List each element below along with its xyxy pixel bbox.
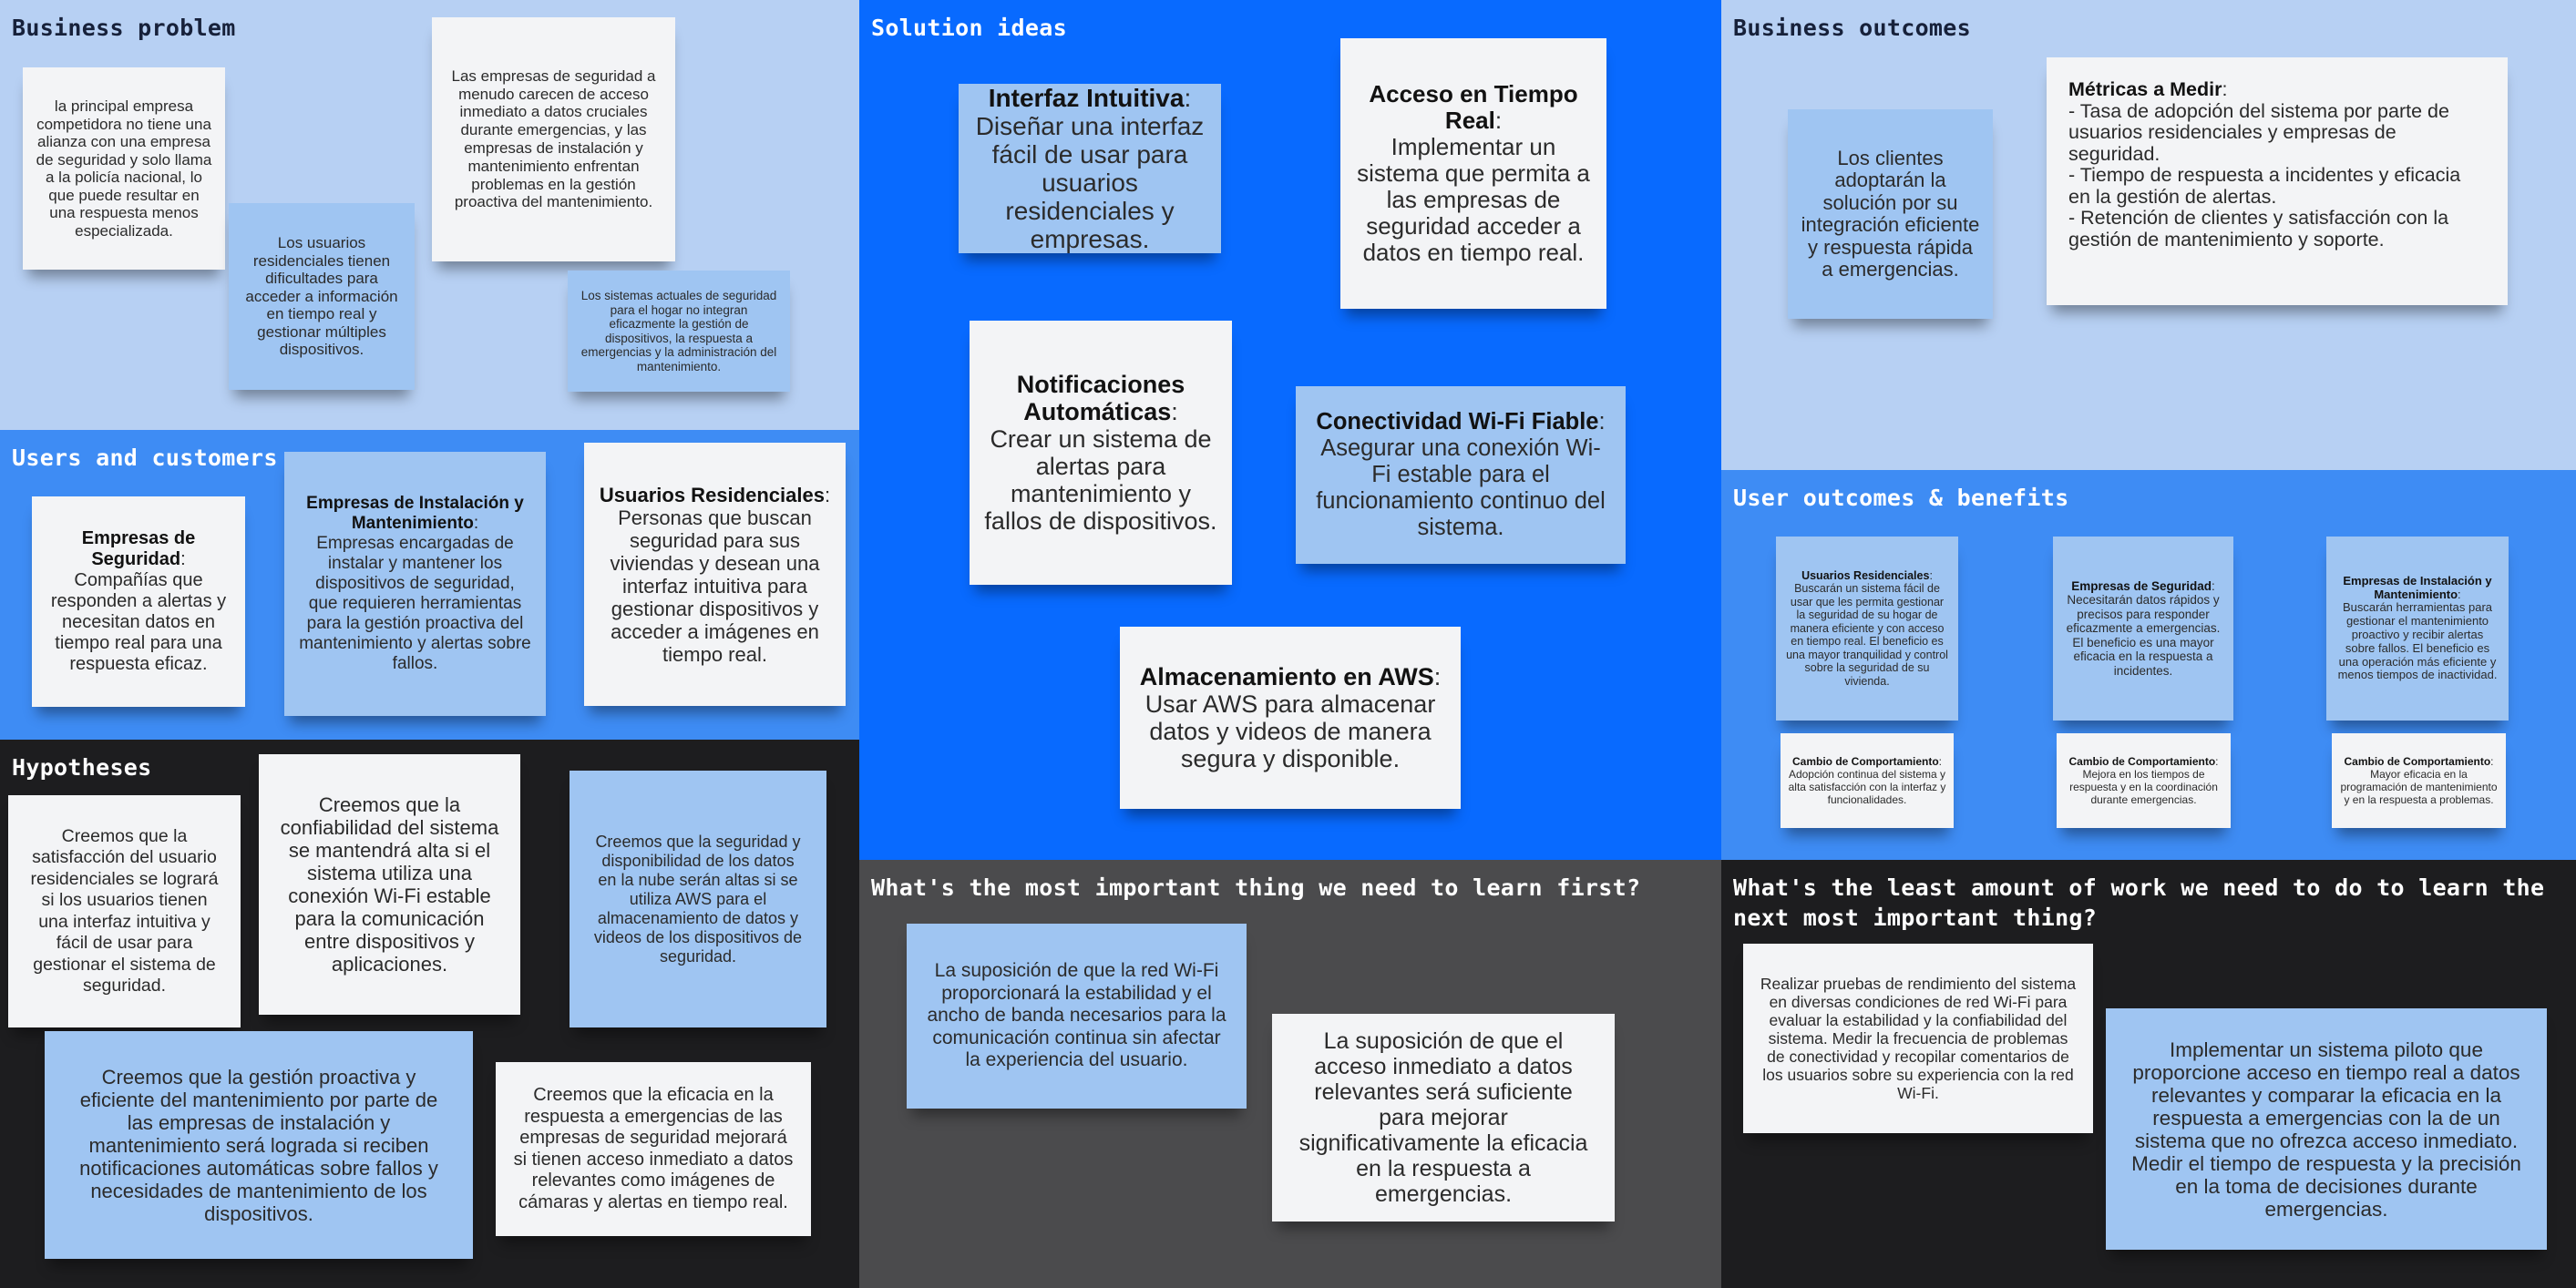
sticky-note[interactable]: Creemos que la confiabilidad del sistema se mantendrá alta si el sistema utiliza una conexión Wi-Fi estable para la comunicación entre dispositivos y aplicaciones. (259, 754, 520, 1015)
business-outcomes-section (1721, 0, 2576, 470)
sticky-note[interactable]: Usuarios Residenciales: Buscarán un sistema fácil de usar que les permita gestionar la seguridad de su hogar de manera eficiente y con acceso en tiempo real. El beneficio es una mayor tranquilidad y control sobre la seguridad de su vivienda. (1776, 537, 1958, 721)
section-title: What's the most important thing we need to learn first? (871, 874, 1641, 901)
sticky-note[interactable]: Los usuarios residenciales tienen dificultades para acceder a información en tiempo real y gestionar múltiples dispositivos. (229, 203, 415, 390)
least-work-section (1721, 860, 2576, 1288)
sticky-note[interactable]: Empresas de Seguridad: Compañías que responden a alertas y necesitan datos en tiempo real para una respuesta eficaz. (32, 496, 245, 707)
sticky-note[interactable]: Métricas a Medir: - Tasa de adopción del sistema por parte de usuarios residenciales y empresas de seguridad. - Tiempo de respuesta a incidentes y eficacia en la gestión de alertas. - Retención de clientes y satisfacción con la gestión de mantenimiento y soporte. (2047, 57, 2508, 305)
sticky-note[interactable]: Empresas de Instalación y Mantenimiento: Empresas encargadas de instalar y mantener los dispositivos de seguridad, que requieren herramientas para la gestión proactiva del mantenimiento y alertas sobre fallos. (284, 452, 546, 716)
sticky-note[interactable]: Acceso en Tiempo Real: Implementar un sistema que permita a las empresas de seguridad acceder a datos en tiempo real. (1340, 38, 1606, 309)
sticky-note[interactable]: Los clientes adoptarán la solución por su integración eficiente y respuesta rápida a emergencias. (1788, 109, 1993, 319)
section-title: Business outcomes (1733, 15, 1971, 41)
sticky-note[interactable]: Creemos que la eficacia en la respuesta a emergencias de las empresas de seguridad mejorará si tienen acceso inmediato a datos relevantes como imágenes de cámaras y alertas en tiempo real. (496, 1062, 811, 1236)
sticky-note[interactable]: Las empresas de seguridad a menudo carecen de acceso inmediato a datos cruciales durante emergencias, y las empresas de instalación y mantenimiento enfrentan problemas en la gestión proactiva del mantenimiento. (432, 17, 675, 261)
sticky-note[interactable]: la principal empresa competidora no tiene una alianza con una empresa de seguridad y solo llama a la policía nacional, lo que puede resultar en una respuesta menos especializada. (23, 67, 225, 270)
sticky-note[interactable]: Creemos que la satisfacción del usuario residenciales se logrará si los usuarios tienen una interfaz intuitiva y fácil de usar para gestionar el sistema de seguridad. (8, 795, 241, 1027)
section-title: What's the least amount of work we need to do to learn the next most important thing? (1733, 874, 2545, 931)
section-title: Solution ideas (871, 15, 1067, 41)
sticky-note[interactable]: Almacenamiento en AWS: Usar AWS para almacenar datos y videos de manera segura y disponible. (1120, 627, 1461, 809)
sticky-note[interactable]: Implementar un sistema piloto que proporcione acceso en tiempo real a datos relevantes y comparar la eficacia en la respuesta a emergencias con la de un sistema que no ofrezca acceso inmediato. Medir el tiempo de respuesta y la precisión en la toma de decisiones durante emergencias. (2106, 1008, 2547, 1250)
sticky-note[interactable]: Empresas de Instalación y Mantenimiento: Buscarán herramientas para gestionar el mantenimiento proactivo y recibir alertas sobre fallos. El beneficio es una operación más eficiente y menos tiempos de inactividad. (2326, 537, 2509, 721)
sticky-note[interactable]: Interfaz Intuitiva: Diseñar una interfaz fácil de usar para usuarios residenciales y empresas. (959, 84, 1221, 253)
business-problem-section (0, 0, 859, 430)
learn-first-section (859, 860, 1721, 1288)
hypotheses-section (0, 740, 859, 1288)
sticky-note[interactable]: La suposición de que la red Wi-Fi proporcionará la estabilidad y el ancho de banda necesarios para la comunicación continua sin afectar la experiencia del usuario. (907, 924, 1247, 1109)
sticky-note[interactable]: La suposición de que el acceso inmediato a datos relevantes será suficiente para mejorar significativamente la eficacia en la respuesta a emergencias. (1272, 1014, 1615, 1222)
section-title: Hypotheses (12, 754, 152, 781)
sticky-note[interactable]: Notificaciones Automáticas: Crear un sistema de alertas para mantenimiento y fallos de dispositivos. (970, 321, 1232, 585)
sticky-note[interactable]: Conectividad Wi-Fi Fiable: Asegurar una conexión Wi-Fi estable para el funcionamiento continuo del sistema. (1296, 386, 1626, 564)
section-title: Business problem (12, 15, 236, 41)
sticky-note[interactable]: Creemos que la seguridad y disponibilidad de los datos en la nube serán altas si se utiliza AWS para el almacenamiento de datos y videos de los dispositivos de seguridad. (570, 771, 826, 1027)
user-outcomes-section (1721, 470, 2576, 860)
sticky-note[interactable]: Empresas de Seguridad: Necesitarán datos rápidos y precisos para responder eficazmente a emergencias. El beneficio es una mayor eficacia en la respuesta a incidentes. (2053, 537, 2233, 721)
sticky-note[interactable]: Cambio de Comportamiento: Mejora en los tiempos de respuesta y en la coordinación durante emergencias. (2057, 733, 2231, 828)
sticky-note[interactable]: Realizar pruebas de rendimiento del sistema en diversas condiciones de red Wi-Fi para evaluar la estabilidad y la confiabilidad del sistema. Medir la frecuencia de problemas de conectividad y recopilar comentarios de los usuarios sobre su experiencia con la red Wi-Fi. (1743, 944, 2093, 1133)
sticky-note[interactable]: Creemos que la gestión proactiva y eficiente del mantenimiento por parte de las empresas de instalación y mantenimiento será lograda si reciben notificaciones automáticas sobre fallos y necesidades de mantenimiento de los dispositivos. (45, 1031, 473, 1259)
section-title: Users and customers (12, 445, 278, 471)
sticky-note[interactable]: Cambio de Comportamiento: Mayor eficacia en la programación de mantenimiento y en la respuesta a problemas. (2332, 733, 2506, 828)
users-customers-section (0, 430, 859, 740)
sticky-note[interactable]: Los sistemas actuales de seguridad para el hogar no integran eficazmente la gestión de dispositivos, la respuesta a emergencias y la administración del mantenimiento. (568, 271, 790, 392)
solution-ideas-section (859, 0, 1721, 860)
sticky-note[interactable]: Cambio de Comportamiento: Adopción continua del sistema y alta satisfacción con la interfaz y funcionalidades. (1781, 733, 1954, 828)
sticky-note[interactable]: Usuarios Residenciales: Personas que buscan seguridad para sus viviendas y desean una interfaz intuitiva para gestionar dispositivos y acceder a imágenes en tiempo real. (584, 443, 846, 706)
section-title: User outcomes & benefits (1733, 485, 2069, 511)
